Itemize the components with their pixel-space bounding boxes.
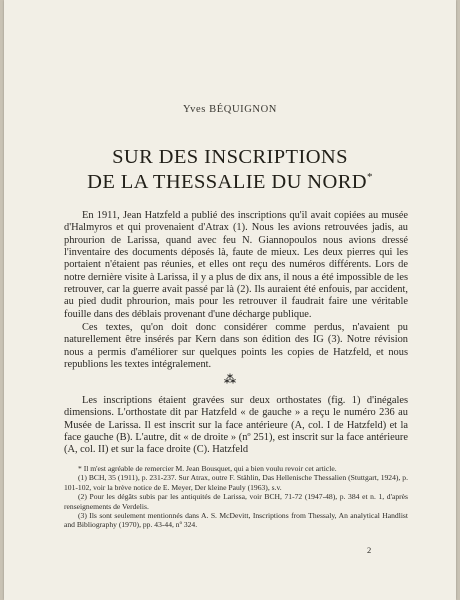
footnotes (64, 464, 408, 530)
body-paragraph-3: Les inscriptions étaient gravées sur deux orthostates (fig. 1) d'inégales dimensions. L'orthostate dit par Hatzfeld « de gauche » a reçu le numéro 236 au Musée de Larissa. Il est inscrit sur la face antérieure (A, col. I de Hatzfeld) et la face gauche (B). L'autre, dit « de droite » (nº 251), est inscrit sur la face antérieure (A, col. II) et sur la face droite (C). Hatzfeld (64, 395, 408, 456)
title-footnote-mark: * (366, 171, 373, 184)
footnote-1: (1) BCH, 35 (1911), p. 231-237. Sur Atrax, outre F. Stählin, Das Hellenische Thessalien (Stuttgart, 1924), p. 101-102, voir la brève notice de E. Meyer, Der kleine Pauly (1963), s.v. (64, 473, 408, 492)
body-paragraph-2: Ces textes, qu'on doit donc considérer comme perdus, n'avaient pu naturellement être insérés par Kern dans son édition des IG (3). Notre révision nous a permis d'améliorer sur quelques points les copies de Hatzfeld, et nous republions les textes intégralement. (64, 322, 408, 371)
article-title-line-2: DE LA THESSALIE DU NORD* (87, 171, 373, 193)
book-page (4, 0, 456, 600)
author-name: Yves BÉQUIGNON (183, 104, 277, 115)
footnote-3: (3) Ils sont seulement mentionnés dans A. S. McDevitt, Inscriptions from Thessaly, An analytical Handlist and Bibliography (1970), pp. 43-44, nº 324. (64, 511, 408, 530)
footnote-star: * Il m'est agréable de remercier M. Jean Bousquet, qui a bien voulu revoir cet article. (78, 464, 337, 473)
page-number: 2 (367, 545, 372, 555)
body-paragraph-1: En 1911, Jean Hatzfeld a publié des inscriptions qu'il avait copiées au musée d'Halmyros et qui provenaient d'Atrax (1). Nous les avions retrouvées jadis, au phrourion de Larissa, quand avec feu N. Giannopoulos nous avions dressé l'inventaire des documents déposés là, faute de mieux. Les deux pierres qui les portaient n'étaient pas réunies, et elles ont reçu des numéros différents. Lors de notre dernière visite à Larissa, il y a plus de dix ans, il nous a été impossible de les retrouver, car la guerre avait passé par là (2). Ils auraient été enfouis, par accident, au pied dudit phrourion, mais pour les retrouver il faudrait faire une véritable fouille dans des déblais provenant d'une décharge publique. (64, 210, 408, 320)
footnote-2: (2) Pour les dégâts subis par les antiquités de Larissa, voir BCH, 71-72 (1947-48), p. 384 et n. 1, d'après renseignements de Verdelis. (64, 492, 408, 511)
article-title-line-1: SUR DES INSCRIPTIONS (112, 146, 348, 168)
section-separator: ⁂ (224, 372, 236, 386)
